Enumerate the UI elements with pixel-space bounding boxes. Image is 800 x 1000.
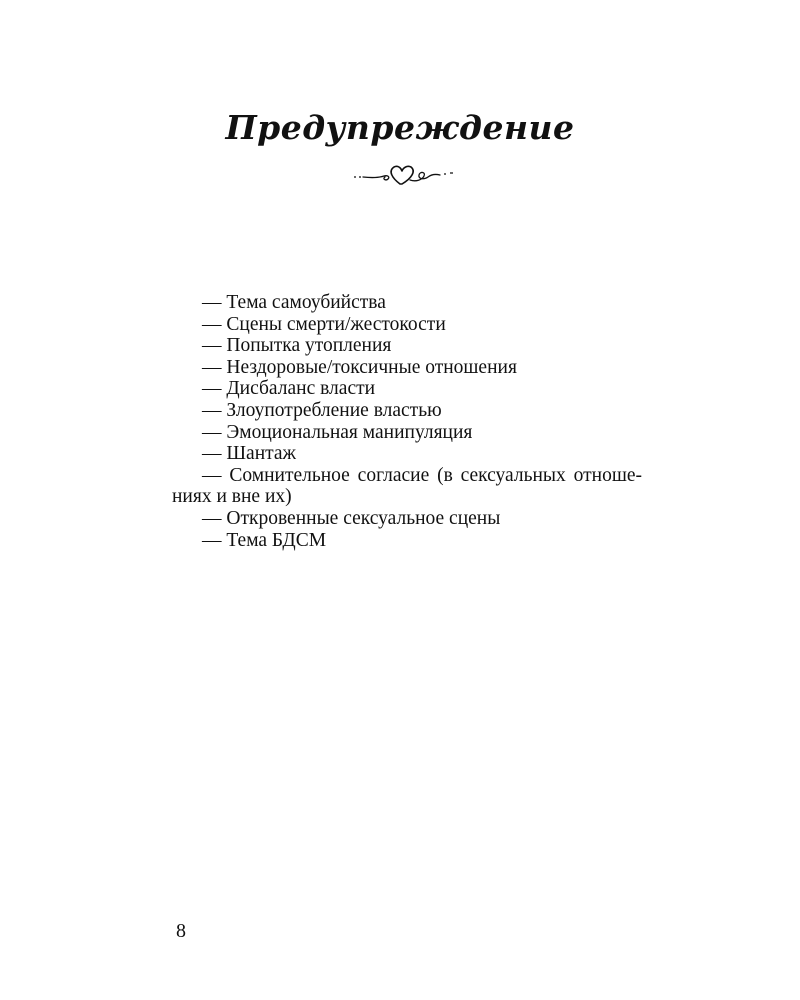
list-item: — Сцены смерти/жестокости: [202, 313, 446, 335]
page-number: 8: [176, 920, 186, 942]
list-item: — Попытка утопления: [202, 335, 392, 357]
list-item: — Тема самоубийства: [202, 292, 386, 313]
list-item: — Нездоровые/токсичные отношения: [202, 356, 517, 378]
list-item: — Злоупотребление властью: [202, 399, 442, 421]
chapter-title: Предупреждение: [225, 108, 575, 147]
list-item: — Откровенные сексуальное сцены: [202, 507, 501, 529]
trigger-warning-list: [172, 292, 642, 551]
list-item: — Тема БДСМ: [202, 529, 327, 551]
list-item: — Шантаж: [202, 443, 297, 465]
list-item: — Сомнительное согласие (в сексуальных отноше- ниях и вне их): [172, 464, 642, 508]
heart-flourish-icon: [352, 158, 460, 190]
list-item: — Дисбаланс власти: [202, 378, 376, 400]
list-item: — Эмоциональная манипуляция: [202, 421, 473, 443]
